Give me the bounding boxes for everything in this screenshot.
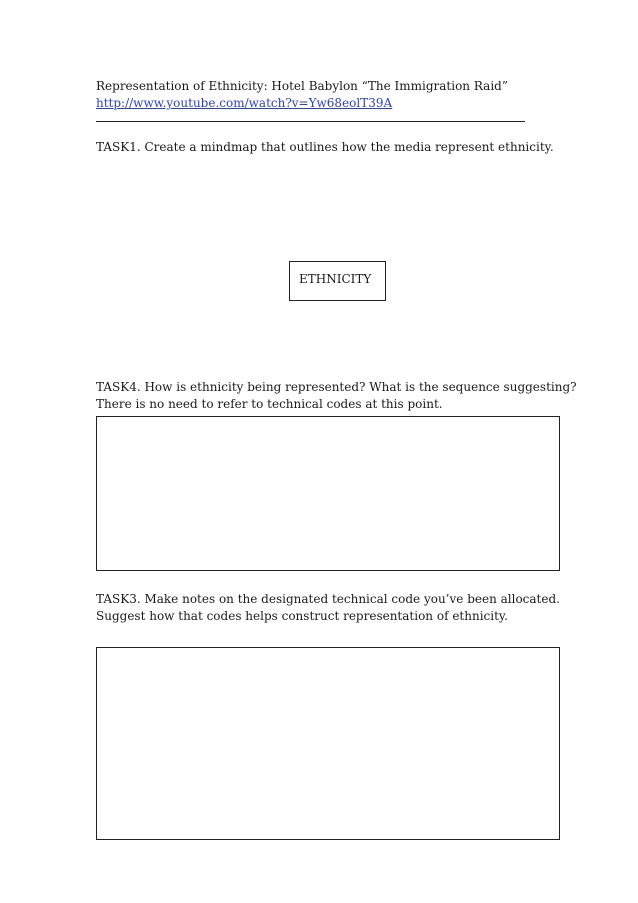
task3-answer-box[interactable] — [96, 647, 560, 840]
task4-answer-box[interactable] — [96, 416, 560, 571]
task4-instruction-line1: TASK4. How is ethnicity being represented? What is the sequence suggesting? — [96, 380, 577, 394]
mindmap-center-label: ETHNICITY — [299, 272, 372, 286]
document-title: Representation of Ethnicity: Hotel Babylon “The Immigration Raid” — [96, 79, 508, 93]
header-divider — [96, 121, 525, 122]
task4-instruction-line2: There is no need to refer to technical codes at this point. — [96, 397, 443, 411]
video-link[interactable]: http://www.youtube.com/watch?v=Yw68eolT39A — [96, 96, 393, 110]
task1-instruction: TASK1. Create a mindmap that outlines how the media represent ethnicity. — [96, 140, 554, 154]
task3-instruction-line2: Suggest how that codes helps construct representation of ethnicity. — [96, 609, 508, 623]
mindmap-center-box — [289, 261, 386, 301]
task3-instruction-line1: TASK3. Make notes on the designated technical code you’ve been allocated. — [96, 592, 560, 606]
